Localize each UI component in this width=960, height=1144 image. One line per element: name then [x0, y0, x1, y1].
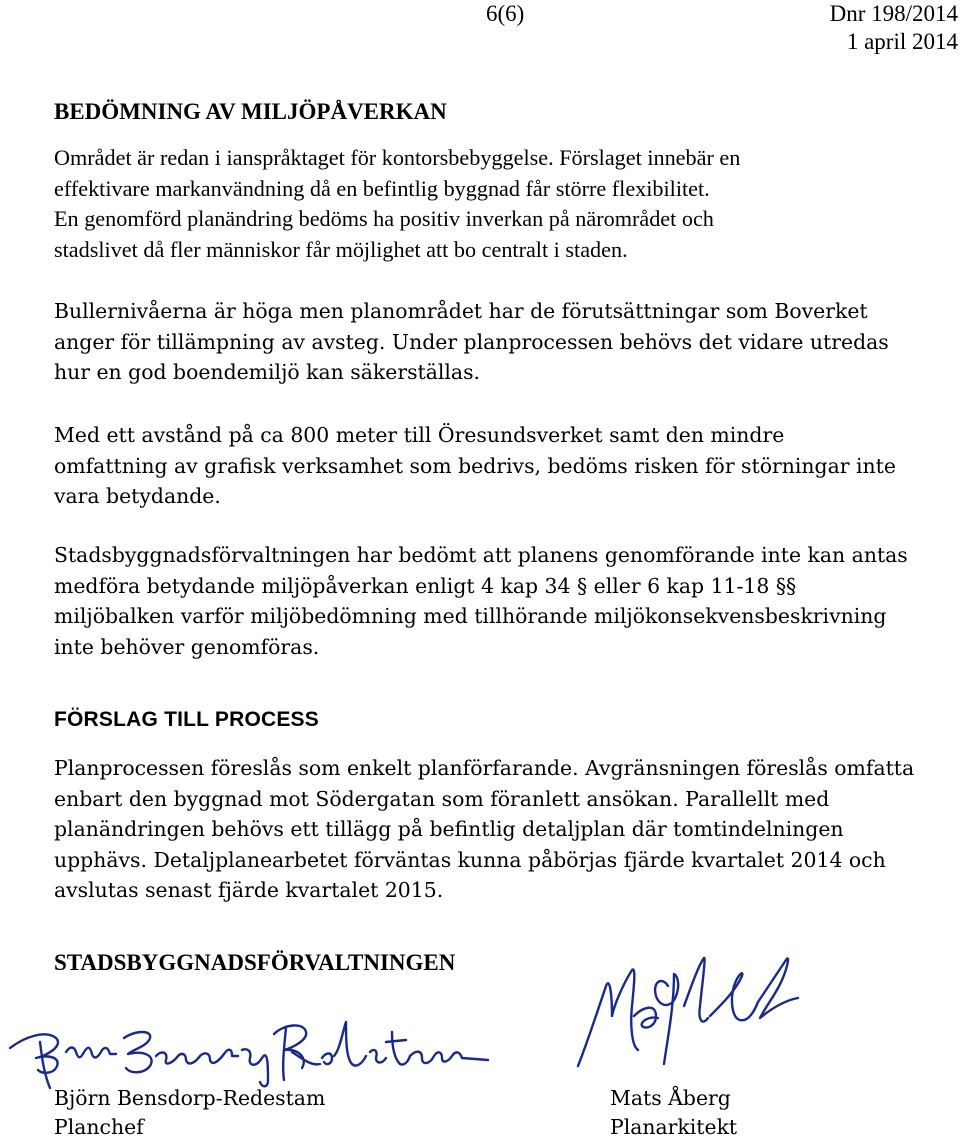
- document-number: Dnr 198/2014: [829, 1, 958, 26]
- text-line: anger för tillämpning av avsteg. Under planprocessen behövs det vidare utredas: [54, 329, 889, 354]
- signature-left-image: [6, 1008, 490, 1090]
- text-line: Bullernivåerna är höga men planområdet har de förutsättningar som Boverket: [54, 299, 868, 323]
- signer2-name: Mats Åberg: [610, 1086, 731, 1110]
- paragraph-buller: [54, 296, 960, 388]
- text-line: vara betydande.: [54, 484, 221, 509]
- document-date: 1 april 2014: [846, 29, 958, 54]
- signature-right-image: [572, 946, 808, 1076]
- text-line: En genomförd planändring bedöms ha positiv inverkan på närområdet och: [54, 206, 714, 232]
- text-line: Planprocessen föreslås som enkelt planförfarande. Avgränsningen föreslås omfatta: [54, 756, 915, 780]
- paragraph-bedomning: [54, 540, 960, 662]
- paragraph-avstand: [54, 420, 960, 512]
- text-line: stadslivet då fler människor får möjlighet att bo centralt i staden.: [54, 236, 628, 262]
- text-line: Med ett avstånd på ca 800 meter till Öresundsverket samt den mindre: [54, 423, 785, 447]
- text-line: omfattning av grafisk verksamhet som bedrivs, bedöms risken för störningar inte: [54, 453, 896, 478]
- organization-name: STADSBYGGNADSFÖRVALTNINGEN: [54, 950, 456, 975]
- text-line: inte behöver genomföras.: [54, 634, 320, 659]
- text-line: hur en god boendemiljö kan säkerställas.: [54, 360, 481, 385]
- signer1-title: Planchef: [54, 1115, 144, 1139]
- text-line: enbart den byggnad mot Södergatan som föranlett ansökan. Parallellt med: [54, 786, 830, 811]
- text-line: planändringen behövs ett tillägg på befintlig detaljplan där tomtindelningen: [54, 817, 844, 842]
- heading-forslag-till-process: FÖRSLAG TILL PROCESS: [54, 708, 319, 731]
- paragraph-omradet: [54, 143, 960, 265]
- text-line: avslutas senast fjärde kvartalet 2015.: [54, 878, 444, 903]
- heading-miljopaverkan: BEDÖMNING AV MILJÖPÅVERKAN: [54, 99, 447, 124]
- text-line: medföra betydande miljöpåverkan enligt 4 kap 34 § eller 6 kap 11-18 §§: [54, 573, 797, 598]
- signer1-name: Björn Bensdorp-Redestam: [54, 1086, 326, 1110]
- page-number: 6(6): [486, 1, 525, 26]
- text-line: Stadsbyggnadsförvaltningen har bedömt att planens genomförande inte kan antas: [54, 543, 908, 567]
- text-line: effektivare markanvändning då en befintlig byggnad får större flexibilitet.: [54, 175, 710, 201]
- paragraph-planprocessen: [54, 753, 960, 906]
- text-line: Området är redan i ianspråktaget för kontorsbebyggelse. Förslaget innebär en: [54, 145, 741, 170]
- text-line: miljöbalken varför miljöbedömning med tillhörande miljökonsekvensbeskrivning: [54, 604, 887, 629]
- text-line: upphävs. Detaljplanearbetet förväntas kunna påbörjas fjärde kvartalet 2014 och: [54, 847, 886, 872]
- signer2-title: Planarkitekt: [610, 1115, 738, 1139]
